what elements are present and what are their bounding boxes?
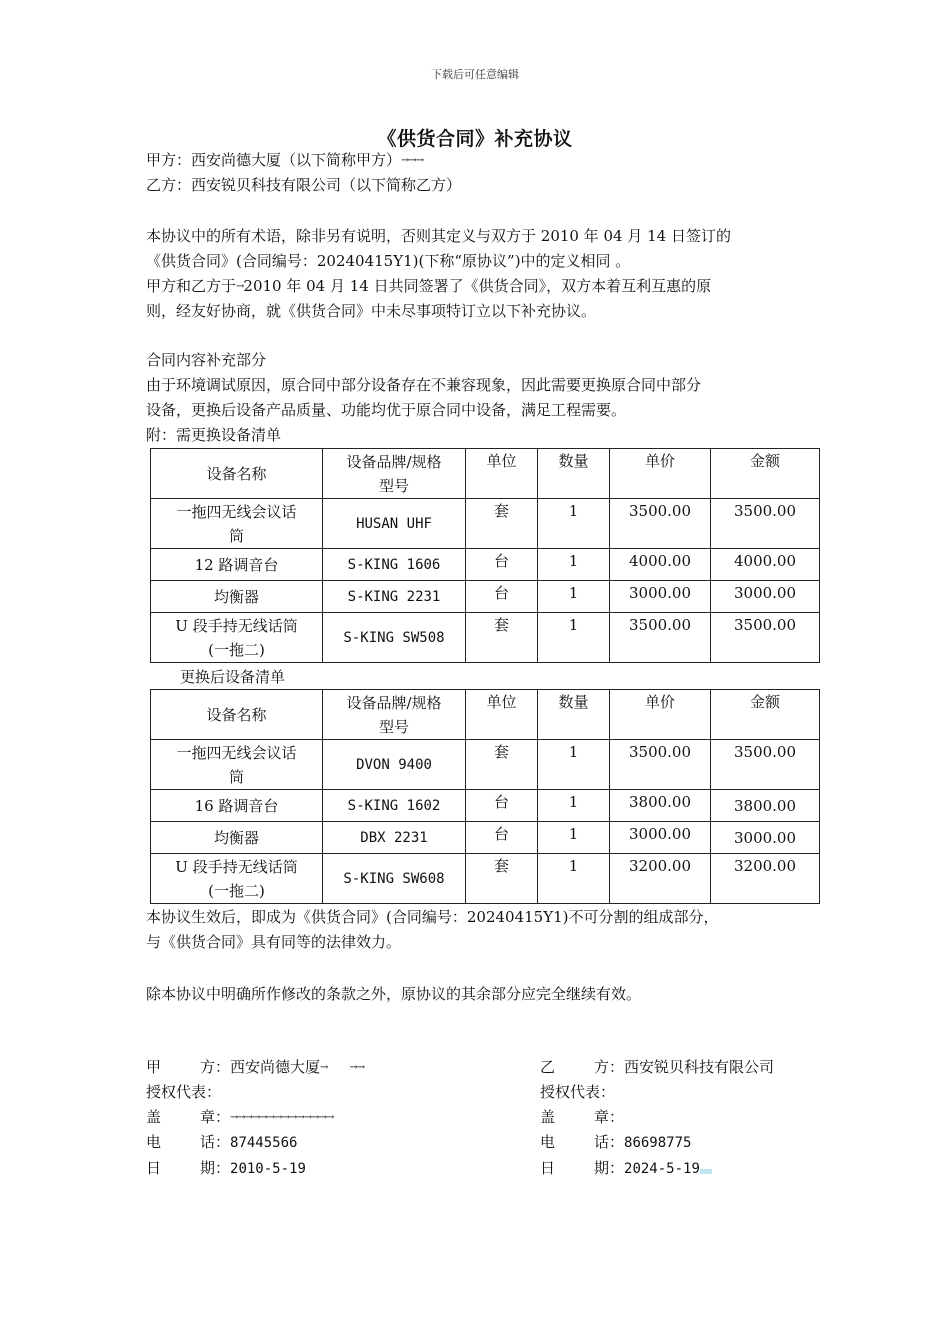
cell-qty: 1 bbox=[538, 549, 610, 581]
cell-model: S-KING 2231 bbox=[323, 581, 466, 613]
cell-amount: 3500.00 bbox=[711, 499, 820, 549]
cell-unit: 套 bbox=[466, 499, 538, 549]
cell-qty: 1 bbox=[538, 499, 610, 549]
cell-amount: 3000.00 bbox=[711, 581, 820, 613]
closing-line: 除本协议中明确所作修改的条款之外，原协议的其余部分应完全继续有效。 bbox=[146, 985, 642, 1003]
sig-seal-row: 盖 章： bbox=[540, 1108, 625, 1126]
closing-line: 本协议生效后，即成为《供货合同》(合同编号：20240415Y1)不可分割的组成部分， bbox=[146, 908, 719, 926]
cell-model: DBX 2231 bbox=[323, 822, 466, 854]
signature-block-a bbox=[146, 1055, 364, 1182]
header-price: 单价 bbox=[610, 449, 711, 499]
section-heading: 合同内容补充部分 bbox=[146, 351, 267, 369]
cell-price: 3200.00 bbox=[610, 854, 711, 904]
cell-name: U 段手持无线话筒 (一拖二) bbox=[151, 613, 323, 663]
table-row bbox=[151, 822, 820, 854]
cell-model: HUSAN UHF bbox=[323, 499, 466, 549]
after-table-label: 更换后设备清单 bbox=[180, 668, 286, 686]
sig-seal-row: 盖 章：→→→→→→→→→→→→→→ bbox=[146, 1108, 334, 1126]
sig-date-row: 日 期：2010-5-19 bbox=[146, 1159, 306, 1177]
intro-text: 2010 年 04 月 14 日共同签署了《供货合同》，双方本着互利互惠的原 bbox=[243, 277, 712, 295]
cell-model: S-KING 1606 bbox=[323, 549, 466, 581]
signature-block-b bbox=[540, 1055, 774, 1182]
closing-line: 与《供货合同》具有同等的法律效力。 bbox=[146, 933, 402, 951]
table-row bbox=[151, 613, 820, 663]
cell-amount: 3500.00 bbox=[711, 740, 820, 790]
cell-model: S-KING SW508 bbox=[323, 613, 466, 663]
cell-amount: 3000.00 bbox=[711, 822, 820, 854]
header-brand: 设备品牌/规格 型号 bbox=[323, 449, 466, 499]
cell-unit: 台 bbox=[466, 822, 538, 854]
table-row bbox=[151, 499, 820, 549]
section-line: 由于环境调试原因，原合同中部分设备存在不兼容现象，因此需要更换原合同中部分 bbox=[146, 376, 702, 394]
closing-paragraph bbox=[146, 905, 826, 955]
sig-rep-row: 授权代表： bbox=[540, 1083, 616, 1101]
cell-name: 一拖四无线会议话 筒 bbox=[151, 499, 323, 549]
intro-line bbox=[146, 274, 826, 299]
cell-name: 16 路调音台 bbox=[151, 790, 323, 822]
party-b-line: 乙方：西安锐贝科技有限公司（以下简称乙方） bbox=[146, 176, 462, 194]
intro-line: 《供货合同》(合同编号：20240415Y1)(下称“原协议”)中的定义相同 。 bbox=[146, 252, 631, 270]
header-unit: 单位 bbox=[466, 690, 538, 740]
cell-name: 均衡器 bbox=[151, 822, 323, 854]
cell-price: 3000.00 bbox=[610, 822, 711, 854]
section-paragraph bbox=[146, 348, 826, 448]
attachment-label: 附：需更换设备清单 bbox=[146, 426, 282, 444]
cell-amount: 3500.00 bbox=[711, 613, 820, 663]
cell-price: 3800.00 bbox=[610, 790, 711, 822]
sig-party-row: 乙 方：西安锐贝科技有限公司 bbox=[540, 1058, 775, 1076]
party-a-line bbox=[146, 148, 423, 173]
arrow-mark-intro: → bbox=[236, 281, 244, 292]
cell-amount: 3800.00 bbox=[711, 790, 820, 822]
cell-model: DVON 9400 bbox=[323, 740, 466, 790]
cell-name: U 段手持无线话筒 (一拖二) bbox=[151, 854, 323, 904]
sig-phone-row: 电 话：87445566 bbox=[146, 1133, 298, 1151]
sig-rep-row: 授权代表： bbox=[146, 1083, 222, 1101]
cell-price: 4000.00 bbox=[610, 549, 711, 581]
cell-model: S-KING 1602 bbox=[323, 790, 466, 822]
arrow-mark: →→ bbox=[349, 1062, 365, 1073]
cell-qty: 1 bbox=[538, 790, 610, 822]
sig-phone-row: 电 话：86698775 bbox=[540, 1133, 692, 1151]
header-note: 下载后可任意编辑 bbox=[431, 68, 519, 81]
cell-name: 一拖四无线会议话 筒 bbox=[151, 740, 323, 790]
cell-price: 3500.00 bbox=[610, 740, 711, 790]
cell-price: 3000.00 bbox=[610, 581, 711, 613]
closing-paragraph-2 bbox=[146, 982, 826, 1007]
cell-unit: 台 bbox=[466, 549, 538, 581]
header-amount: 金额 bbox=[711, 449, 820, 499]
cell-unit: 套 bbox=[466, 740, 538, 790]
header-brand: 设备品牌/规格 型号 bbox=[323, 690, 466, 740]
cell-unit: 台 bbox=[466, 790, 538, 822]
arrow-mark: → bbox=[320, 1062, 328, 1073]
table-row bbox=[151, 549, 820, 581]
sig-party-row: 甲 方：西安尚德大厦→ →→ bbox=[146, 1058, 365, 1076]
intro-text: 甲方和乙方于 bbox=[146, 277, 237, 295]
cell-amount: 4000.00 bbox=[711, 549, 820, 581]
intro-line: 则，经友好协商，就《供货合同》中未尽事项特订立以下补充协议。 bbox=[146, 302, 597, 320]
cell-model: S-KING SW608 bbox=[323, 854, 466, 904]
cell-qty: 1 bbox=[538, 740, 610, 790]
header-qty: 数量 bbox=[538, 449, 610, 499]
cell-amount: 3200.00 bbox=[711, 854, 820, 904]
header-amount: 金额 bbox=[711, 690, 820, 740]
replace-equipment-table bbox=[150, 448, 820, 663]
intro-paragraph bbox=[146, 224, 826, 324]
party-a-text: 甲方：西安尚德大厦（以下简称甲方） bbox=[146, 151, 402, 169]
cell-price: 3500.00 bbox=[610, 499, 711, 549]
seal-arrow-marks: →→→→→→→→→→→→→→ bbox=[230, 1112, 334, 1123]
text-highlight-mark bbox=[700, 1169, 712, 1174]
sig-date-row: 日 期：2024-5-19 bbox=[540, 1156, 774, 1182]
header-name: 设备名称 bbox=[151, 449, 323, 499]
cell-qty: 1 bbox=[538, 613, 610, 663]
new-equipment-table bbox=[150, 689, 820, 904]
cell-name: 均衡器 bbox=[151, 581, 323, 613]
table-header-row bbox=[151, 690, 820, 740]
header-price: 单价 bbox=[610, 690, 711, 740]
table-header-row bbox=[151, 449, 820, 499]
cell-unit: 套 bbox=[466, 854, 538, 904]
document-title: 《供货合同》补充协议 bbox=[377, 128, 573, 150]
header-unit: 单位 bbox=[466, 449, 538, 499]
table-row bbox=[151, 581, 820, 613]
intro-line: 本协议中的所有术语，除非另有说明，否则其定义与双方于 2010 年 04 月 14 日签订的 bbox=[146, 227, 731, 245]
cell-qty: 1 bbox=[538, 581, 610, 613]
cell-qty: 1 bbox=[538, 822, 610, 854]
cell-unit: 台 bbox=[466, 581, 538, 613]
table-row bbox=[151, 740, 820, 790]
header-name: 设备名称 bbox=[151, 690, 323, 740]
cell-name: 12 路调音台 bbox=[151, 549, 323, 581]
arrow-marks-a: →→→ bbox=[401, 155, 424, 166]
table-row bbox=[151, 854, 820, 904]
cell-unit: 套 bbox=[466, 613, 538, 663]
header-qty: 数量 bbox=[538, 690, 610, 740]
table-row bbox=[151, 790, 820, 822]
cell-price: 3500.00 bbox=[610, 613, 711, 663]
section-line: 设备，更换后设备产品质量、功能均优于原合同中设备，满足工程需要。 bbox=[146, 401, 627, 419]
cell-qty: 1 bbox=[538, 854, 610, 904]
